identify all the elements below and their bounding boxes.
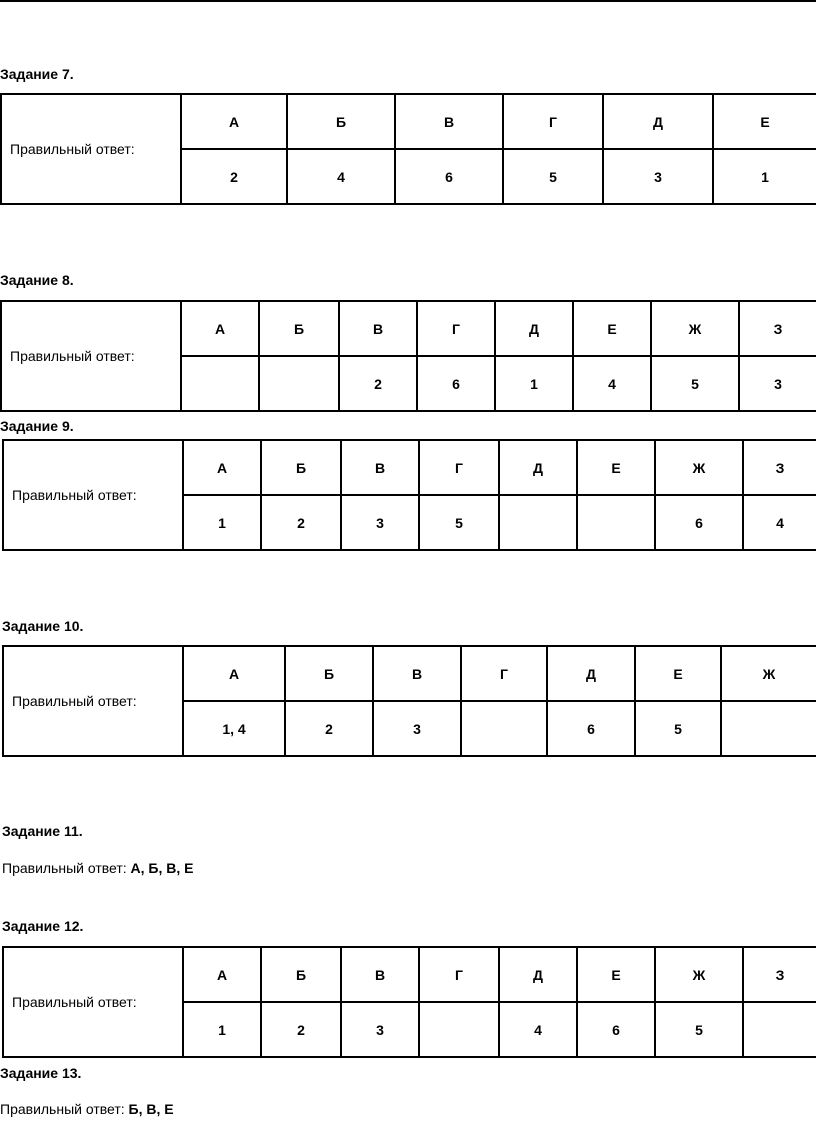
- task-11-answer: А, Б, В, Е: [130, 860, 194, 876]
- task-7-letter: Г: [503, 94, 603, 149]
- task-9-answer: 4: [743, 495, 816, 550]
- task-8-answer: 4: [573, 356, 651, 411]
- task-8-heading: Задание 8.: [0, 272, 74, 288]
- task-9-letter: В: [341, 440, 419, 495]
- task-13-answer-line: [0, 1101, 174, 1117]
- task-8-letter: Ж: [651, 301, 739, 356]
- task-9-letter: Ж: [655, 440, 743, 495]
- top-rule: [0, 0, 816, 2]
- task-12-letter: А: [183, 947, 261, 1002]
- task-12-answer: 1: [183, 1002, 261, 1057]
- task-8-letter: Б: [259, 301, 339, 356]
- task-7-answer: 2: [181, 149, 287, 204]
- task-8-answer: 5: [651, 356, 739, 411]
- task-9-label: Правильный ответ:: [3, 440, 183, 550]
- task-12-letter: З: [743, 947, 816, 1002]
- task-12-letter: Г: [419, 947, 499, 1002]
- task-9-answer: 2: [261, 495, 341, 550]
- task-10-answer: 5: [635, 701, 721, 756]
- task-10-answer: [461, 701, 547, 756]
- task-10-answer: 2: [285, 701, 373, 756]
- task-8-label: Правильный ответ:: [1, 301, 181, 411]
- task-7-letter: Д: [603, 94, 713, 149]
- task-10-label: Правильный ответ:: [3, 646, 183, 756]
- task-10-letter: Б: [285, 646, 373, 701]
- task-10-answer: 1, 4: [183, 701, 285, 756]
- task-7-letter: Б: [287, 94, 395, 149]
- task-9-answer: [499, 495, 577, 550]
- task-13-answer: Б, В, Е: [128, 1101, 174, 1117]
- task-10-letter: Д: [547, 646, 635, 701]
- task-12-letter: Ж: [655, 947, 743, 1002]
- task-8-table: [0, 300, 816, 412]
- task-12-heading: Задание 12.: [2, 918, 84, 934]
- task-10-answer: 6: [547, 701, 635, 756]
- task-8-letter: Г: [417, 301, 495, 356]
- task-11-heading: Задание 11.: [2, 823, 83, 839]
- task-9-heading: Задание 9.: [0, 418, 74, 434]
- task-12-letter: В: [341, 947, 419, 1002]
- task-12-answer: 4: [499, 1002, 577, 1057]
- task-7-answer: 1: [713, 149, 816, 204]
- task-12-table: [2, 946, 816, 1058]
- task-8-letter: В: [339, 301, 417, 356]
- task-9-letter: Е: [577, 440, 655, 495]
- task-7-answer: 3: [603, 149, 713, 204]
- task-7-heading: Задание 7.: [0, 66, 74, 82]
- task-9-answer: 6: [655, 495, 743, 550]
- task-12-answer: [419, 1002, 499, 1057]
- task-10-heading: Задание 10.: [2, 618, 84, 634]
- task-8-answer: 6: [417, 356, 495, 411]
- task-10-table: [2, 645, 816, 757]
- task-8-answer: 2: [339, 356, 417, 411]
- task-9-answer: 1: [183, 495, 261, 550]
- task-9-letter: Г: [419, 440, 499, 495]
- task-9-letter: Б: [261, 440, 341, 495]
- task-9-letter: З: [743, 440, 816, 495]
- task-10-letter: В: [373, 646, 461, 701]
- task-9-letter: Д: [499, 440, 577, 495]
- task-10-letter: Г: [461, 646, 547, 701]
- task-12-letter: Б: [261, 947, 341, 1002]
- task-10-letter: А: [183, 646, 285, 701]
- task-8-letter: А: [181, 301, 259, 356]
- task-8-answer: [181, 356, 259, 411]
- task-9-answer: 3: [341, 495, 419, 550]
- task-8-letter: Е: [573, 301, 651, 356]
- task-10-letter: Ж: [721, 646, 816, 701]
- task-7-letter: А: [181, 94, 287, 149]
- task-13-answer-prefix: Правильный ответ:: [0, 1101, 129, 1117]
- task-10-letter: Е: [635, 646, 721, 701]
- task-8-answer: [259, 356, 339, 411]
- task-10-answer: [721, 701, 816, 756]
- task-9-answer: 5: [419, 495, 499, 550]
- task-7-table: [0, 93, 816, 205]
- task-9-letter: А: [183, 440, 261, 495]
- task-7-letter: В: [395, 94, 503, 149]
- task-8-letter: Д: [495, 301, 573, 356]
- task-11-answer-prefix: Правильный ответ:: [2, 860, 131, 876]
- task-8-letter: З: [739, 301, 816, 356]
- task-12-letter: Е: [577, 947, 655, 1002]
- task-11-answer-line: [2, 860, 194, 876]
- task-12-label: Правильный ответ:: [3, 947, 183, 1057]
- task-13-heading: Задание 13.: [0, 1065, 82, 1081]
- task-9-table: [2, 439, 816, 551]
- task-9-answer: [577, 495, 655, 550]
- task-12-answer: 2: [261, 1002, 341, 1057]
- task-12-letter: Д: [499, 947, 577, 1002]
- task-12-answer: 3: [341, 1002, 419, 1057]
- task-12-answer: 6: [577, 1002, 655, 1057]
- task-12-answer: 5: [655, 1002, 743, 1057]
- task-7-answer: 4: [287, 149, 395, 204]
- task-10-answer: 3: [373, 701, 461, 756]
- task-8-answer: 1: [495, 356, 573, 411]
- task-7-answer: 6: [395, 149, 503, 204]
- task-7-answer: 5: [503, 149, 603, 204]
- task-7-label: Правильный ответ:: [1, 94, 181, 204]
- task-8-answer: 3: [739, 356, 816, 411]
- task-12-answer: [743, 1002, 816, 1057]
- task-7-letter: Е: [713, 94, 816, 149]
